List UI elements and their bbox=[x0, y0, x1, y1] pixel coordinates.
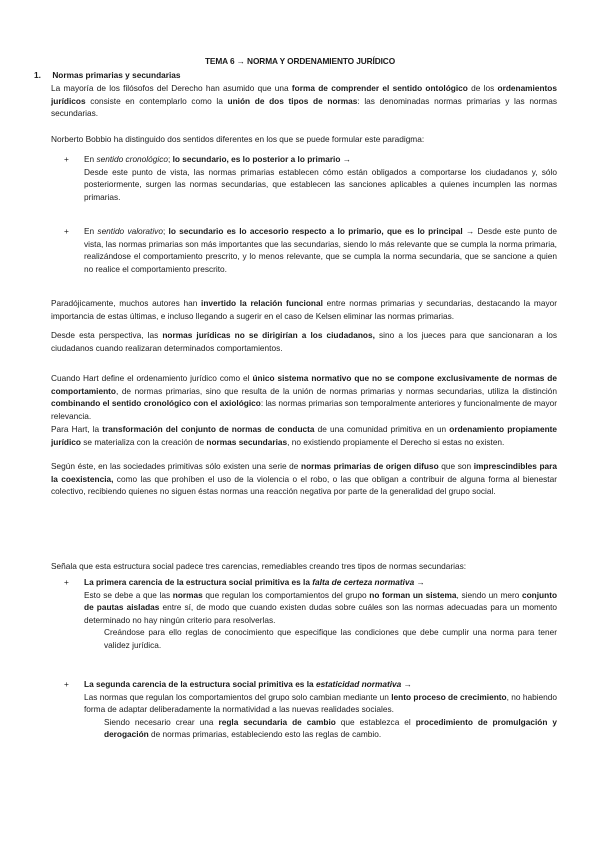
carencias-paragraph bbox=[51, 560, 557, 573]
text-run: lo secundario, es lo posterior a lo primario bbox=[172, 154, 341, 164]
bullet-mark: + bbox=[64, 679, 69, 689]
bullet-mark: + bbox=[64, 226, 69, 236]
text-run: → Desde este punto de vista, las normas primarias son más importantes que las secundarias, siendo lo más relevante que se cumpla la norma primaria, realizándose el comportamiento prescrito, y lo menos relevante, que se cumpla la norma secundaria, que se sancione a quien no realice el comportamiento prescrito. bbox=[84, 226, 557, 274]
text-run: ordenamiento propiamente jurídico bbox=[51, 424, 558, 447]
text-run: , no habiendo forma de adaptar deliberadamente la normatividad a las nuevas realidades sociales. bbox=[84, 691, 558, 715]
text-run: La segunda carencia de la estructura social primitiva es la bbox=[84, 679, 316, 689]
text-run: Esto se debe a que las bbox=[84, 589, 173, 600]
text-run: normas jurídicas no se dirigirían a los ciudadanos, bbox=[162, 330, 375, 340]
text-run: sino a los jueces para que sancionaran a los ciudadanos cuando realizaran determinados comportamientos. bbox=[51, 330, 558, 353]
text-run: ; bbox=[162, 226, 169, 236]
text-run: , de normas primarias, sino que resulta de la unión de normas primarias y normas secundarias, utiliza la distinción bbox=[116, 385, 557, 396]
text-run: Desde este punto de vista, las normas primarias establecen cómo están obligados a comportarse los ciudadanos y, sólo posteriormente, surgen las normas secundarias, que establecen las sanciones aplicables a quienes incumplen las normas primarias. bbox=[84, 166, 557, 202]
text-run: combinando el sentido cronológico con el axiológico bbox=[51, 398, 261, 409]
text-run: entre normas primarias y secundarias, destacando la mayor importancia de estas últimas, e incluso llegando a sugerir en el caso de Kelsen eliminar las normas primarias. bbox=[51, 298, 557, 321]
bullet-estaticidad-heading bbox=[84, 678, 557, 691]
text-run: unión de dos tipos de normas bbox=[227, 95, 358, 106]
bullet-mark: + bbox=[64, 577, 69, 587]
text-run: normas bbox=[172, 589, 203, 600]
text-run: único sistema normativo que no se compone exclusivamente de normas de comportamiento bbox=[51, 373, 557, 396]
text-run: Siendo necesario crear una bbox=[104, 716, 219, 727]
text-run: sentido valorativo bbox=[97, 226, 163, 236]
text-run: forma de comprender el sentido ontológico bbox=[291, 83, 468, 93]
text-run: entre sí, de modo que cuando existen dudas sobre cuáles son las normas adecuadas para un momento determinado no hay ningún criterio para resolverlas. bbox=[84, 602, 557, 625]
text-run: → bbox=[414, 577, 425, 587]
text-run: En bbox=[84, 226, 98, 236]
bullet-certeza-body-2 bbox=[84, 626, 557, 651]
bullet-cronologico bbox=[64, 153, 557, 203]
jueces-paragraph bbox=[51, 329, 557, 354]
text-run: Creándose para ello reglas de conocimiento que especifique las condiciones que debe cumplir una norma para tener validez jurídica. bbox=[104, 627, 557, 650]
text-run: Para Hart, la bbox=[51, 424, 103, 434]
text-run: La primera carencia de la estructura social primitiva es la bbox=[84, 577, 313, 587]
text-run: que regulan los comportamientos del grupo bbox=[202, 589, 370, 600]
bullet-mark: + bbox=[64, 154, 69, 164]
text-run: : las normas primarias son temporalmente anteriores y funcionalmente de mayor relevancia. bbox=[51, 398, 557, 421]
text-run: Señala que esta estructura social padece tres carencias, remediables creando tres tipos de normas secundarias: bbox=[51, 561, 467, 571]
section-heading bbox=[34, 69, 181, 82]
text-run: de los bbox=[467, 83, 498, 93]
text-run: estaticidad normativa bbox=[315, 679, 402, 689]
text-run: de normas primarias, estableciendo esto las reglas de cambio. bbox=[148, 729, 382, 740]
text-run: normas secundarias bbox=[206, 436, 288, 447]
bullet-cronologico-body bbox=[84, 166, 557, 204]
hart-definition-paragraph bbox=[51, 372, 557, 422]
text-run: Cuando Hart define el ordenamiento jurídico como el bbox=[51, 373, 253, 383]
text-run: normas primarias de origen difuso bbox=[301, 461, 439, 471]
text-run: La mayoría de los filósofos del Derecho han asumido que una bbox=[51, 83, 292, 93]
bullet-certeza-heading bbox=[84, 576, 557, 589]
text-run: Norberto Bobbio ha distinguido dos sentidos diferentes en los que se puede formular este paradigma: bbox=[51, 134, 425, 144]
bullet-valorativo-text bbox=[84, 225, 557, 275]
text-run: regla secundaria de cambio bbox=[218, 716, 336, 727]
text-run: Paradójicamente, muchos autores han bbox=[51, 298, 202, 308]
text-run: sentido cronológico bbox=[96, 154, 168, 164]
bullet-estaticidad-body-2 bbox=[84, 716, 557, 741]
text-run: , siendo un mero bbox=[456, 589, 522, 600]
text-run: conjunto de pautas aisladas bbox=[84, 589, 558, 613]
hart-transformation-paragraph bbox=[51, 423, 557, 448]
bullet-estaticidad-body bbox=[84, 691, 557, 716]
text-run: de una comunidad primitiva en un bbox=[314, 424, 450, 434]
text-run: Según éste, en las sociedades primitivas sólo existen una serie de bbox=[51, 461, 301, 471]
text-run: que establezca el bbox=[335, 716, 416, 727]
bullet-valorativo bbox=[64, 225, 557, 275]
text-run: lo secundario es lo accesorio respecto a lo primario, que es lo principal bbox=[168, 226, 463, 236]
text-run: como las que prohíben el uso de la violencia o el robo, o las que obligan a contribuir de alguna forma al bienestar colectivo, recibiendo quienes no siguen éstas normas una reacción negativa por parte de la generalidad del grupo social. bbox=[51, 473, 557, 497]
text-run: En bbox=[84, 154, 97, 164]
text-run: ; bbox=[167, 154, 173, 164]
primitive-societies-paragraph bbox=[51, 460, 557, 498]
text-run: lento proceso de crecimiento bbox=[391, 691, 507, 702]
text-run: imprescindibles para la coexistencia, bbox=[51, 461, 557, 484]
text-run: consiste en contemplarlo como la bbox=[85, 95, 228, 106]
text-run: → bbox=[340, 154, 352, 164]
section-number: 1. bbox=[34, 70, 41, 80]
bullet-cronologico-heading bbox=[84, 153, 557, 166]
text-run: procedimiento de promulgación y derogación bbox=[104, 716, 557, 740]
intro-paragraph bbox=[51, 82, 557, 120]
text-run: : las denominadas normas primarias y las normas secundarias. bbox=[51, 95, 557, 119]
text-run: que son bbox=[438, 461, 474, 471]
text-run: no forman un sistema bbox=[369, 589, 457, 600]
text-run: falta de certeza normativa bbox=[312, 577, 415, 587]
text-run: → bbox=[401, 679, 412, 689]
section-title: Normas primarias y secundarias bbox=[52, 70, 181, 80]
bullet-certeza bbox=[64, 576, 557, 652]
text-run: se materializa con la creación de bbox=[80, 436, 207, 447]
text-run: invertido la relación funcional bbox=[201, 298, 323, 308]
kelsen-paragraph bbox=[51, 297, 557, 322]
text-run: , no existiendo propiamente el Derecho si estas no existen. bbox=[287, 436, 505, 447]
text-run: Desde esta perspectiva, las bbox=[51, 330, 163, 340]
bobbio-paragraph bbox=[51, 133, 557, 146]
bullet-certeza-body bbox=[84, 589, 557, 627]
document-title: TEMA 6 → NORMA Y ORDENAMIENTO JURÍDICO bbox=[204, 56, 396, 66]
text-run: Las normas que regulan los comportamientos del grupo solo cambian mediante un bbox=[84, 691, 392, 702]
bullet-estaticidad bbox=[64, 678, 557, 741]
text-run: ordenamientos jurídicos bbox=[51, 83, 557, 106]
text-run: transformación del conjunto de normas de conducta bbox=[102, 424, 315, 434]
